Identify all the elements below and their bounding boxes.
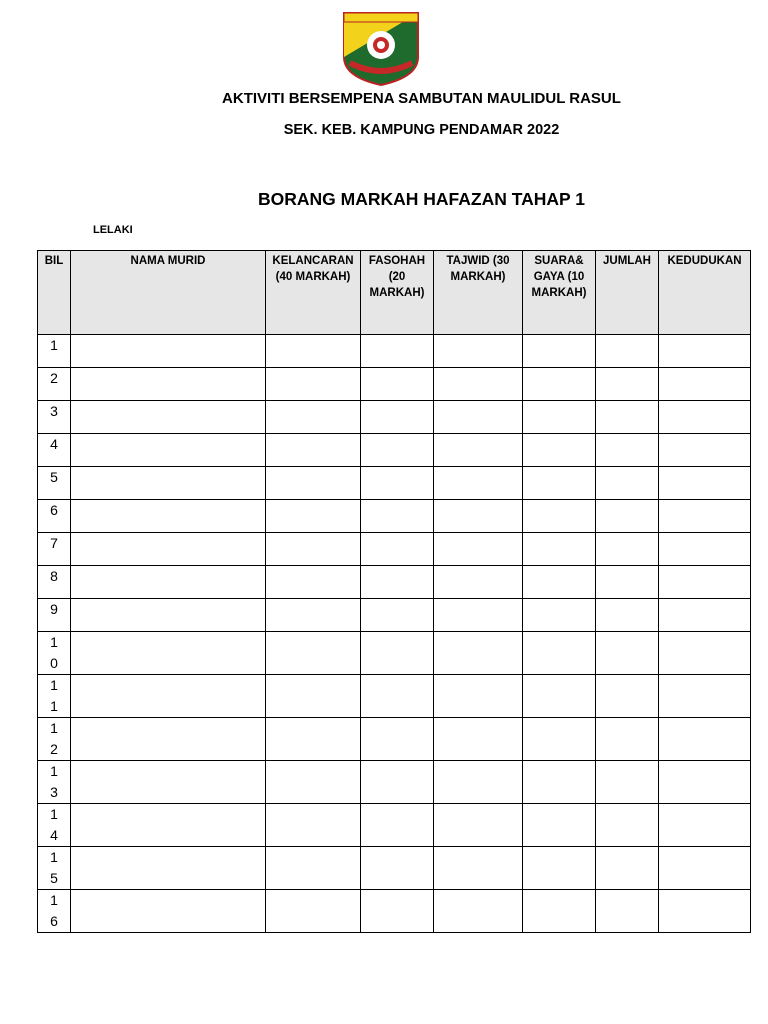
suara-gaya-cell[interactable] [523,434,596,467]
tajwid-cell[interactable] [434,434,523,467]
nama-murid-cell[interactable] [71,632,266,675]
table-header-row [38,251,751,335]
table-row [38,401,751,434]
col-header-tajwid: TAJWID (30 MARKAH) [434,251,523,335]
fasohah-cell[interactable] [361,804,434,847]
kedudukan-cell[interactable] [659,599,751,632]
tajwid-cell[interactable] [434,599,523,632]
tajwid-cell[interactable] [434,632,523,675]
row-number: 1 5 [38,847,71,890]
tajwid-cell[interactable] [434,718,523,761]
jumlah-cell[interactable] [596,368,659,401]
kedudukan-cell[interactable] [659,675,751,718]
kedudukan-cell[interactable] [659,533,751,566]
kelancaran-cell[interactable] [266,467,361,500]
tajwid-cell[interactable] [434,368,523,401]
jumlah-cell[interactable] [596,718,659,761]
school-crest-logo [340,11,422,87]
nama-murid-cell[interactable] [71,401,266,434]
nama-murid-cell[interactable] [71,533,266,566]
school-name: SEK. KEB. KAMPUNG PENDAMAR 2022 [283,122,560,138]
suara-gaya-cell[interactable] [523,500,596,533]
fasohah-cell[interactable] [361,368,434,401]
col-header-kelancaran: KELANCARAN (40 MARKAH) [266,251,361,335]
kedudukan-cell[interactable] [659,890,751,933]
tajwid-cell[interactable] [434,890,523,933]
kedudukan-cell[interactable] [659,718,751,761]
jumlah-cell[interactable] [596,675,659,718]
suara-gaya-cell[interactable] [523,890,596,933]
nama-murid-cell[interactable] [71,566,266,599]
suara-gaya-cell[interactable] [523,675,596,718]
tajwid-cell[interactable] [434,500,523,533]
kelancaran-cell[interactable] [266,804,361,847]
kelancaran-cell[interactable] [266,718,361,761]
kedudukan-cell[interactable] [659,804,751,847]
fasohah-cell[interactable] [361,467,434,500]
suara-gaya-cell[interactable] [523,847,596,890]
jumlah-cell[interactable] [596,599,659,632]
fasohah-cell[interactable] [361,500,434,533]
table-row [38,500,751,533]
row-number: 8 [38,566,71,599]
fasohah-cell[interactable] [361,335,434,368]
col-header-bil: BIL [38,251,71,335]
kedudukan-cell[interactable] [659,761,751,804]
col-header-nama-murid: NAMA MURID [71,251,266,335]
suara-gaya-cell[interactable] [523,804,596,847]
row-number: 1 3 [38,761,71,804]
kelancaran-cell[interactable] [266,401,361,434]
kedudukan-cell[interactable] [659,500,751,533]
kelancaran-cell[interactable] [266,335,361,368]
jumlah-cell[interactable] [596,566,659,599]
jumlah-cell[interactable] [596,434,659,467]
kelancaran-cell[interactable] [266,632,361,675]
form-title: BORANG MARKAH HAFAZAN TAHAP 1 [258,189,585,209]
activity-title: AKTIVITI BERSEMPENA SAMBUTAN MAULIDUL RASUL [222,90,621,107]
kelancaran-cell[interactable] [266,533,361,566]
fasohah-cell[interactable] [361,401,434,434]
nama-murid-cell[interactable] [71,847,266,890]
table-row [38,804,751,847]
fasohah-cell[interactable] [361,761,434,804]
kelancaran-cell[interactable] [266,847,361,890]
jumlah-cell[interactable] [596,335,659,368]
kedudukan-cell[interactable] [659,566,751,599]
row-number: 6 [38,500,71,533]
kelancaran-cell[interactable] [266,599,361,632]
category-label: LELAKI [93,224,133,236]
fasohah-cell[interactable] [361,566,434,599]
suara-gaya-cell[interactable] [523,401,596,434]
suara-gaya-cell[interactable] [523,368,596,401]
suara-gaya-cell[interactable] [523,566,596,599]
nama-murid-cell[interactable] [71,599,266,632]
kedudukan-cell[interactable] [659,401,751,434]
table-row [38,566,751,599]
kelancaran-cell[interactable] [266,368,361,401]
nama-murid-cell[interactable] [71,718,266,761]
nama-murid-cell[interactable] [71,467,266,500]
suara-gaya-cell[interactable] [523,467,596,500]
table-row [38,675,751,718]
suara-gaya-cell[interactable] [523,533,596,566]
tajwid-cell[interactable] [434,761,523,804]
tajwid-cell[interactable] [434,335,523,368]
row-number: 1 6 [38,890,71,933]
table-row [38,890,751,933]
jumlah-cell[interactable] [596,761,659,804]
kedudukan-cell[interactable] [659,434,751,467]
nama-murid-cell[interactable] [71,500,266,533]
fasohah-cell[interactable] [361,847,434,890]
jumlah-cell[interactable] [596,847,659,890]
tajwid-cell[interactable] [434,675,523,718]
fasohah-cell[interactable] [361,533,434,566]
row-number: 7 [38,533,71,566]
row-number: 1 4 [38,804,71,847]
suara-gaya-cell[interactable] [523,632,596,675]
fasohah-cell[interactable] [361,890,434,933]
table-row [38,761,751,804]
table-row [38,847,751,890]
jumlah-cell[interactable] [596,533,659,566]
kelancaran-cell[interactable] [266,890,361,933]
table-row [38,335,751,368]
kelancaran-cell[interactable] [266,566,361,599]
fasohah-cell[interactable] [361,675,434,718]
fasohah-cell[interactable] [361,632,434,675]
table-row [38,718,751,761]
kedudukan-cell[interactable] [659,368,751,401]
tajwid-cell[interactable] [434,467,523,500]
col-header-jumlah: JUMLAH [596,251,659,335]
kelancaran-cell[interactable] [266,434,361,467]
table-row [38,632,751,675]
row-number: 1 0 [38,632,71,675]
suara-gaya-cell[interactable] [523,761,596,804]
nama-murid-cell[interactable] [71,335,266,368]
fasohah-cell[interactable] [361,718,434,761]
col-header-kedudukan: KEDUDUKAN [659,251,751,335]
row-number: 5 [38,467,71,500]
nama-murid-cell[interactable] [71,761,266,804]
col-header-fasohah: FASOHAH (20 MARKAH) [361,251,434,335]
suara-gaya-cell[interactable] [523,718,596,761]
row-number: 1 1 [38,675,71,718]
table-row [38,599,751,632]
kedudukan-cell[interactable] [659,467,751,500]
kelancaran-cell[interactable] [266,761,361,804]
row-number: 3 [38,401,71,434]
score-table [37,250,751,933]
nama-murid-cell[interactable] [71,368,266,401]
row-number: 1 2 [38,718,71,761]
table-row [38,467,751,500]
jumlah-cell[interactable] [596,632,659,675]
row-number: 4 [38,434,71,467]
nama-murid-cell[interactable] [71,434,266,467]
tajwid-cell[interactable] [434,847,523,890]
tajwid-cell[interactable] [434,401,523,434]
kelancaran-cell[interactable] [266,500,361,533]
row-number: 9 [38,599,71,632]
nama-murid-cell[interactable] [71,804,266,847]
nama-murid-cell[interactable] [71,890,266,933]
tajwid-cell[interactable] [434,533,523,566]
fasohah-cell[interactable] [361,434,434,467]
table-row [38,368,751,401]
jumlah-cell[interactable] [596,467,659,500]
tajwid-cell[interactable] [434,566,523,599]
row-number: 2 [38,368,71,401]
jumlah-cell[interactable] [596,401,659,434]
jumlah-cell[interactable] [596,804,659,847]
fasohah-cell[interactable] [361,599,434,632]
kedudukan-cell[interactable] [659,335,751,368]
col-header-suara-gaya: SUARA& GAYA (10 MARKAH) [523,251,596,335]
row-number: 1 [38,335,71,368]
suara-gaya-cell[interactable] [523,599,596,632]
nama-murid-cell[interactable] [71,675,266,718]
suara-gaya-cell[interactable] [523,335,596,368]
kedudukan-cell[interactable] [659,632,751,675]
jumlah-cell[interactable] [596,890,659,933]
tajwid-cell[interactable] [434,804,523,847]
table-row [38,434,751,467]
table-row [38,533,751,566]
kedudukan-cell[interactable] [659,847,751,890]
jumlah-cell[interactable] [596,500,659,533]
kelancaran-cell[interactable] [266,675,361,718]
